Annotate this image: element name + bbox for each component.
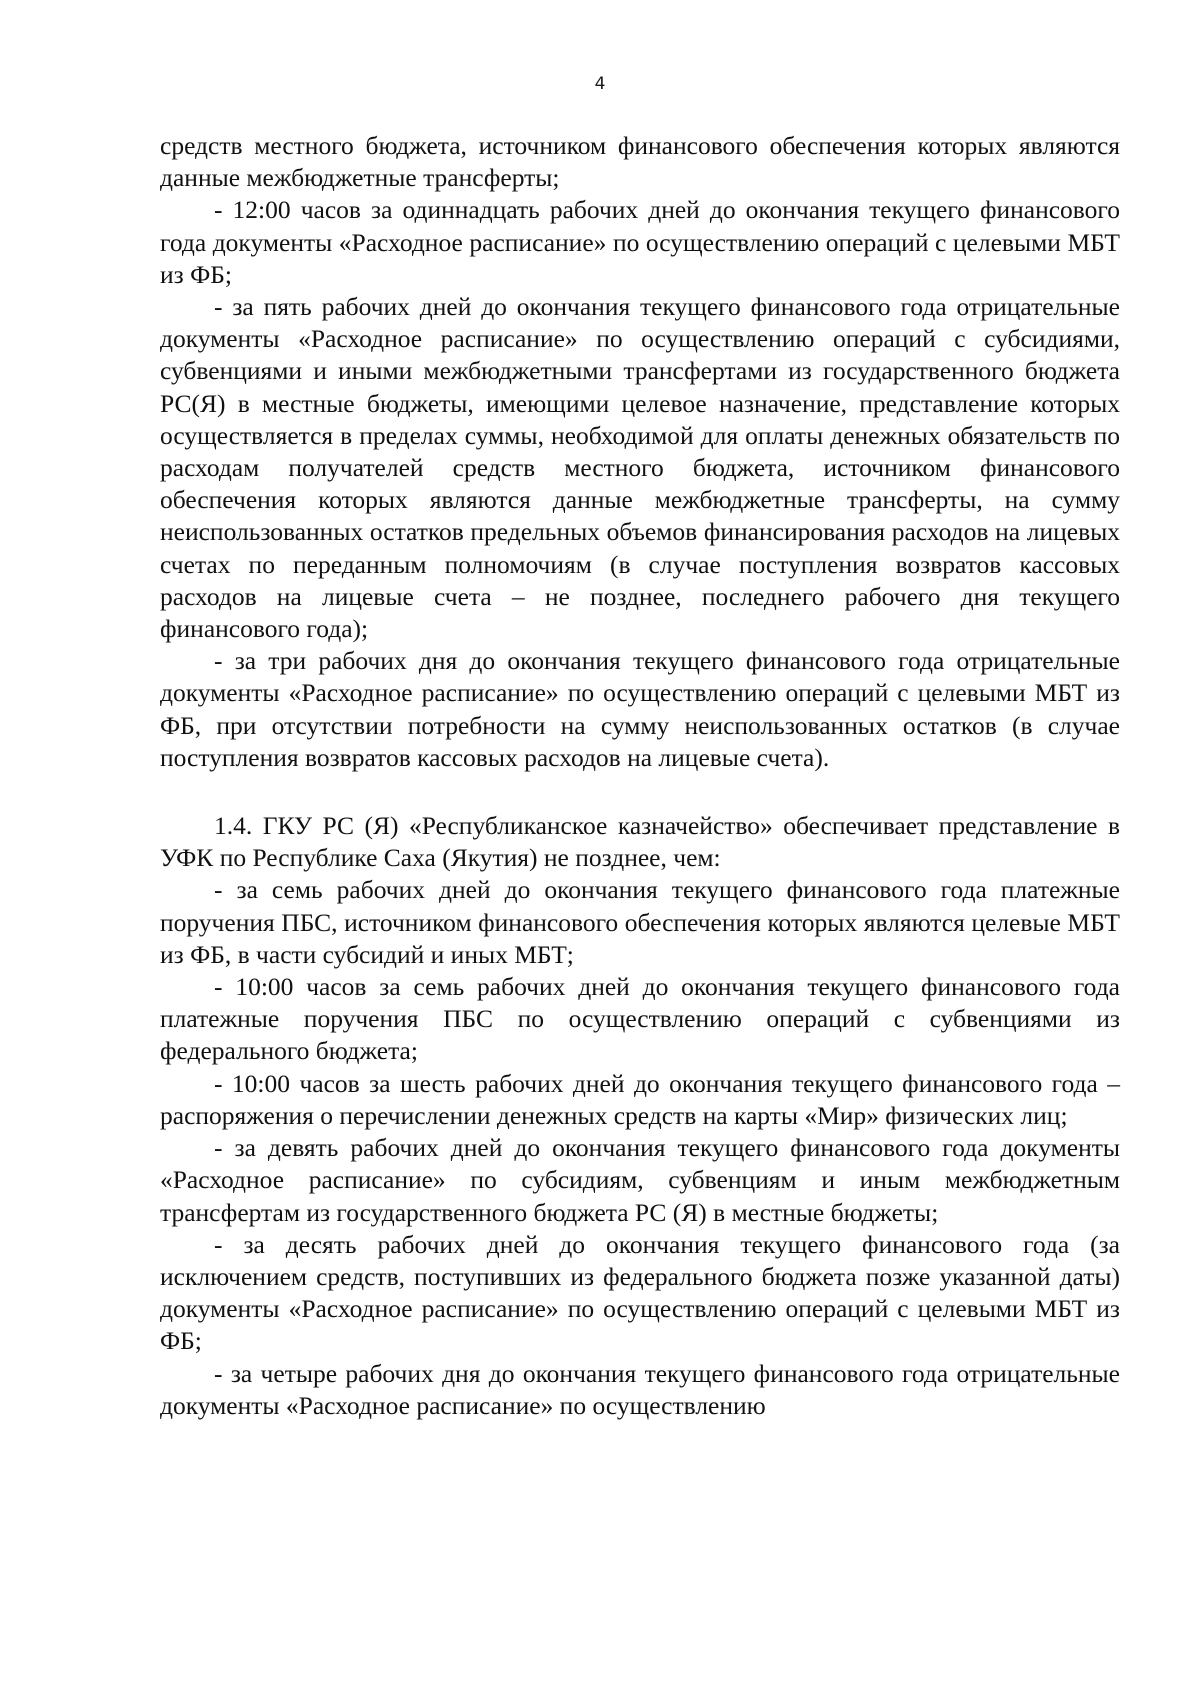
paragraph-item: - 10:00 часов за шесть рабочих дней до окончания текущего финансового года – распоряжения о перечислении денежных средств на карты «Мир» физических лиц; <box>160 1068 1120 1130</box>
paragraph-item: - за четыре рабочих дня до окончания текущего финансового года отрицательные документы «Расходное расписание» по осуществлению <box>160 1358 1120 1420</box>
document-body <box>160 130 1120 1422</box>
paragraph-item: - за три рабочих дня до окончания текущего финансового года отрицательные документы «Расходное расписание» по осуществлению операций с целевыми МБТ из ФБ, при отсутствии потребности на сумму неиспользованных остатков (в случае поступления возвратов кассовых расходов на лицевые счета). <box>160 646 1120 772</box>
paragraph-continuation: средств местного бюджета, источником финансового обеспечения которых являются данные межбюджетные трансферты; <box>160 131 1120 193</box>
section-heading-paragraph: 1.4. ГКУ РС (Я) «Республиканское казначейство» обеспечивает представление в УФК по Республике Саха (Якутия) не позднее, чем: <box>160 811 1120 873</box>
paragraph-item: - за девять рабочих дней до окончания текущего финансового года документы «Расходное расписание» по субсидиям, субвенциям и иным межбюджетным трансфертам из государственного бюджета РС (Я) в местные бюджеты; <box>160 1133 1120 1227</box>
paragraph-item: - за десять рабочих дней до окончания текущего финансового года (за исключением средств, поступивших из федерального бюджета позже указанной даты) документы «Расходное расписание» по осуществлению операций с целевыми МБТ из ФБ; <box>160 1229 1120 1356</box>
paragraph-item: - за семь рабочих дней до окончания текущего финансового года платежные поручения ПБС, источником финансового обеспечения которых являются целевые МБТ из ФБ, в части субсидий и иных МБТ; <box>160 875 1120 969</box>
page-number: 4 <box>594 74 606 94</box>
paragraph-item: - 12:00 часов за одиннадцать рабочих дней до окончания текущего финансового года документы «Расходное расписание» по осуществлению операций с целевыми МБТ из ФБ; <box>160 195 1120 289</box>
paragraph-item: - 10:00 часов за семь рабочих дней до окончания текущего финансового года платежные поручения ПБС по осуществлению операций с субвенциями из федерального бюджета; <box>160 972 1120 1066</box>
paragraph-item: - за пять рабочих дней до окончания текущего финансового года отрицательные документы «Расходное расписание» по осуществлению операций с субсидиями, субвенциями и иными межбюджетными трансфертами из государственного бюджета РС(Я) в местные бюджеты, имеющими целевое назначение, представление которых осуществляется в пределах суммы, необходимой для оплаты денежных обязательств по расходам получателей средств местного бюджета, источником финансового обеспечения которых являются данные межбюджетные трансферты, на сумму неиспользованных остатков предельных объемов финансирования расходов на лицевых счетах по переданным полномочиям (в случае поступления возвратов кассовых расходов на лицевые счета – не позднее, последнего рабочего дня текущего финансового года); <box>160 292 1120 644</box>
